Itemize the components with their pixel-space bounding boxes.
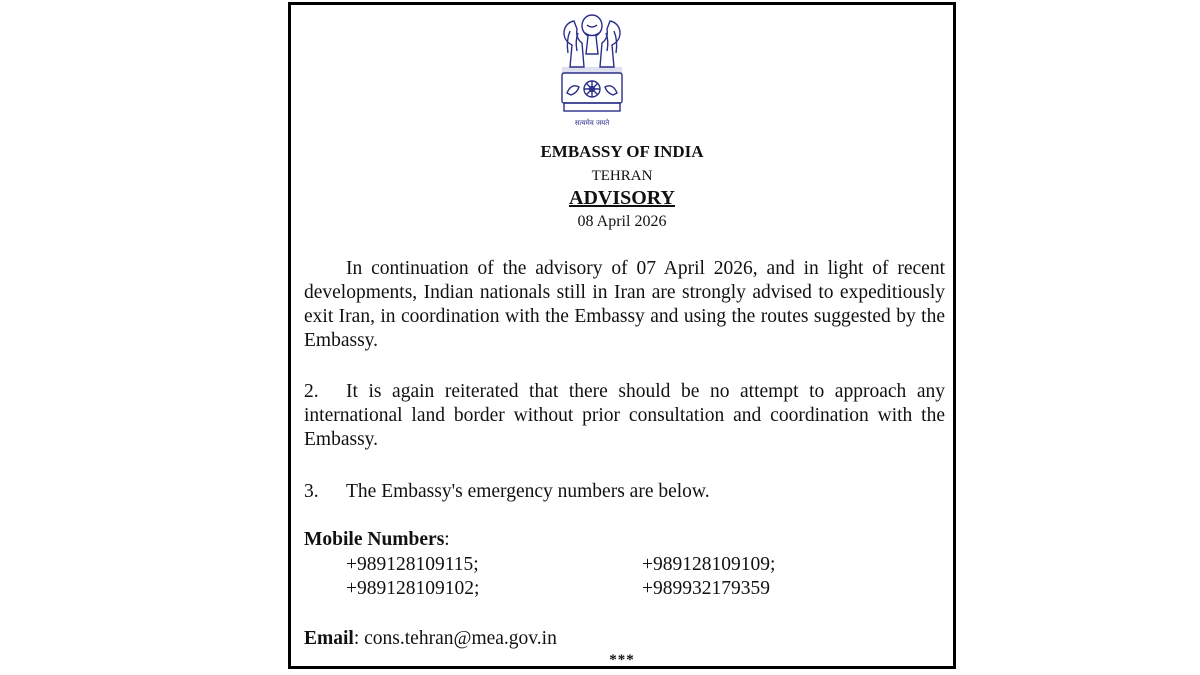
mobile-numbers-label: Mobile Numbers xyxy=(304,529,445,550)
advisory-title: ADVISORY xyxy=(569,187,675,209)
paragraph-3-number: 3. xyxy=(304,481,319,502)
advisory-document xyxy=(288,2,956,669)
phone-number: +989932179359 xyxy=(642,578,770,599)
email-address: cons.tehran@mea.gov.in xyxy=(364,628,557,649)
end-marker: *** xyxy=(609,652,635,668)
paragraph-3 xyxy=(304,480,945,504)
paragraph-3-text: The Embassy's emergency numbers are below. xyxy=(346,481,710,502)
embassy-city: TEHRAN xyxy=(591,168,653,184)
phone-number: +989128109102; xyxy=(346,578,480,599)
paragraph-2-text: It is again reiterated that there should be no attempt to approach any international land border without prior consultation and coordination with the Embassy. xyxy=(304,381,945,450)
national-emblem-icon xyxy=(554,11,630,129)
email-row: Email: cons.tehran@mea.gov.in xyxy=(304,628,557,649)
paragraph-2 xyxy=(304,380,945,452)
advisory-date: 08 April 2026 xyxy=(577,213,667,230)
embassy-name: EMBASSY OF INDIA xyxy=(540,142,704,161)
emblem-motto: सत्यमेव जयते xyxy=(574,119,610,127)
mobile-numbers-heading: Mobile Numbers: xyxy=(304,529,450,550)
paragraph-2-number: 2. xyxy=(304,381,319,402)
phone-number: +989128109109; xyxy=(642,554,776,575)
email-label: Email xyxy=(304,628,354,649)
phone-number: +989128109115; xyxy=(346,554,479,575)
paragraph-1: In continuation of the advisory of 07 April 2026, and in light of recent developments, Indian nationals still in Iran are strongly advised to expeditiously exit Iran, in coordination with the Embassy and using the routes suggested by the Embassy. xyxy=(304,258,945,351)
